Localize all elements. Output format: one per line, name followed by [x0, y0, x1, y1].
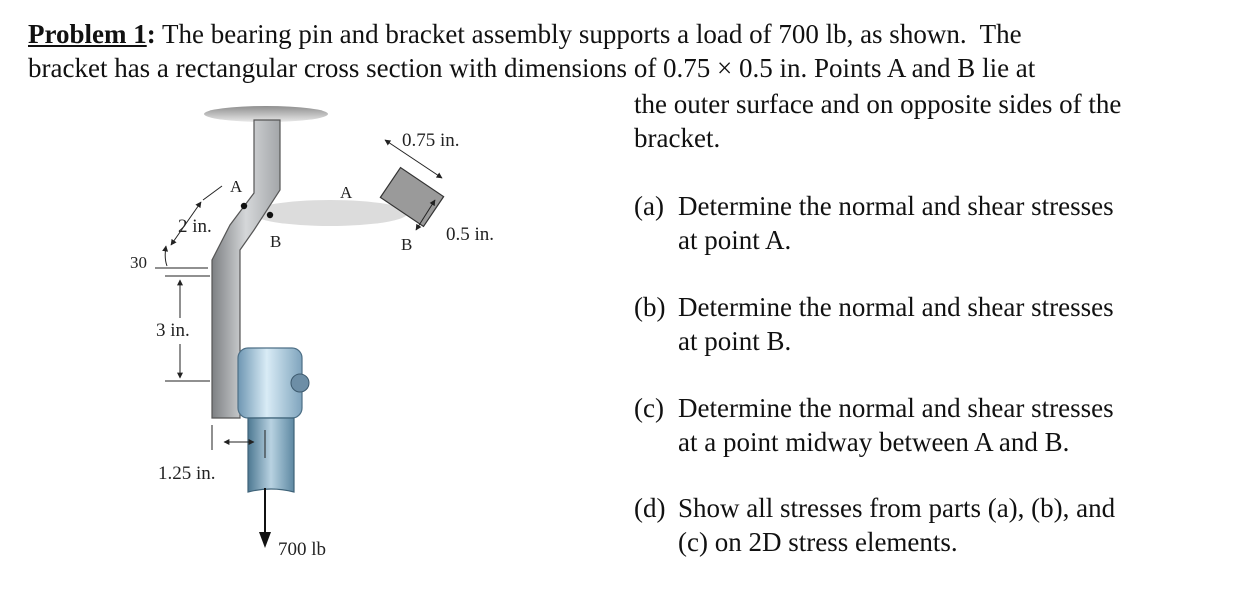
point-b-dot [267, 212, 273, 218]
part-c-tag: (c) [634, 393, 664, 423]
problem-continuation [634, 87, 1121, 155]
part-d-tag: (d) [634, 493, 666, 523]
load-arrowhead [259, 532, 271, 548]
part-a-tag: (a) [634, 191, 664, 221]
problem-line-3: the outer surface and on opposite sides of the [634, 89, 1122, 119]
problem-statement [28, 17, 1228, 85]
part-d-line-2: (c) on 2D stress elements. [678, 527, 958, 557]
bearing-pin [291, 374, 309, 392]
dim-2in-label: 2 in. [178, 216, 212, 237]
point-b-label: B [270, 232, 282, 251]
section-point-a-label: A [340, 183, 353, 202]
problem-line-2: bracket has a rectangular cross section with dimensions of 0.75 × 0.5 in. Points A and B lie at [28, 53, 1036, 83]
load-label: 700 lb [278, 539, 327, 560]
part-a [634, 189, 1114, 257]
problem-text-1: The bearing pin and bracket assembly supports a load of 700 lb, as shown. The [155, 19, 1022, 49]
dim-05-label: 0.5 in. [446, 224, 495, 245]
hanger-plate [248, 418, 294, 492]
problem-label: Problem 1 [28, 19, 147, 49]
dim-075-label: 0.75 in. [402, 130, 460, 151]
section-plane [252, 200, 408, 226]
dim-3in-label: 3 in. [156, 320, 190, 341]
bracket-figure [120, 100, 540, 580]
part-b [634, 290, 1114, 358]
part-a-line-1: Determine the normal and shear stresses [678, 191, 1114, 221]
point-a-label: A [230, 177, 243, 196]
problem-line-1 [28, 17, 1228, 51]
part-a-line-2: at point A. [678, 225, 792, 255]
dim-2in-ext [203, 186, 222, 200]
part-d [634, 491, 1115, 559]
section-point-b-label: B [401, 235, 413, 254]
part-d-line-1: Show all stresses from parts (a), (b), and [678, 493, 1116, 523]
part-b-line-2: at point B. [678, 326, 792, 356]
part-c-line-1: Determine the normal and shear stresses [678, 393, 1114, 423]
part-b-tag: (b) [634, 292, 666, 322]
problem-line-4: bracket. [634, 123, 721, 153]
angle-arc [165, 246, 167, 266]
dim-125-label: 1.25 in. [158, 463, 216, 484]
angle-label: 30 [130, 253, 147, 272]
point-a-dot [241, 203, 247, 209]
part-c-line-2: at a point midway between A and B. [678, 427, 1070, 457]
part-c [634, 391, 1114, 459]
problem-colon: : [146, 19, 156, 49]
part-b-line-1: Determine the normal and shear stresses [678, 292, 1114, 322]
